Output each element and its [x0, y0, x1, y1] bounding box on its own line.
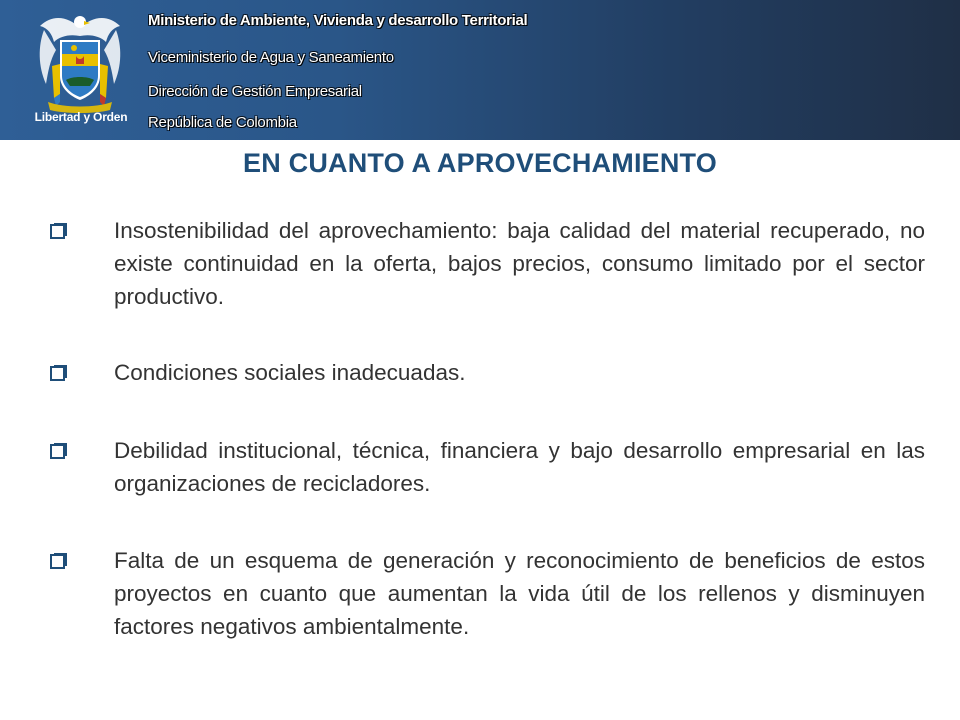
direction-name: Dirección de Gestión Empresarial — [148, 83, 362, 100]
vice-ministry-name: Viceministerio de Agua y Saneamiento — [148, 49, 394, 66]
header-band — [0, 0, 960, 140]
list-item-text: Insostenibilidad del aprovechamiento: baja calidad del material recuperado, no existe continuidad en la oferta, bajos precios, consumo limitado por el sector productivo. — [114, 218, 925, 309]
list-item-text: Condiciones sociales inadecuadas. — [114, 360, 466, 385]
checkbox-square-icon — [50, 552, 68, 570]
checkbox-square-icon — [50, 442, 68, 460]
list-item-text: Debilidad institucional, técnica, financiera y bajo desarrollo empresarial en las organizaciones de recicladores. — [114, 438, 925, 496]
country-name: República de Colombia — [148, 114, 297, 131]
slide-title: EN CUANTO A APROVECHAMIENTO — [243, 148, 717, 178]
checkbox-square-icon — [50, 222, 68, 240]
motto-text: Libertad y Orden — [34, 110, 128, 124]
list-item-text: Falta de un esquema de generación y reconocimiento de beneficios de estos proyectos en cuanto que aumentan la vida útil de los rellenos y disminuyen factores negativos ambientalmente. — [114, 548, 925, 639]
ministry-name: Ministerio de Ambiente, Vivienda y desarrollo Territorial — [148, 12, 528, 29]
checkbox-square-icon — [50, 364, 68, 382]
